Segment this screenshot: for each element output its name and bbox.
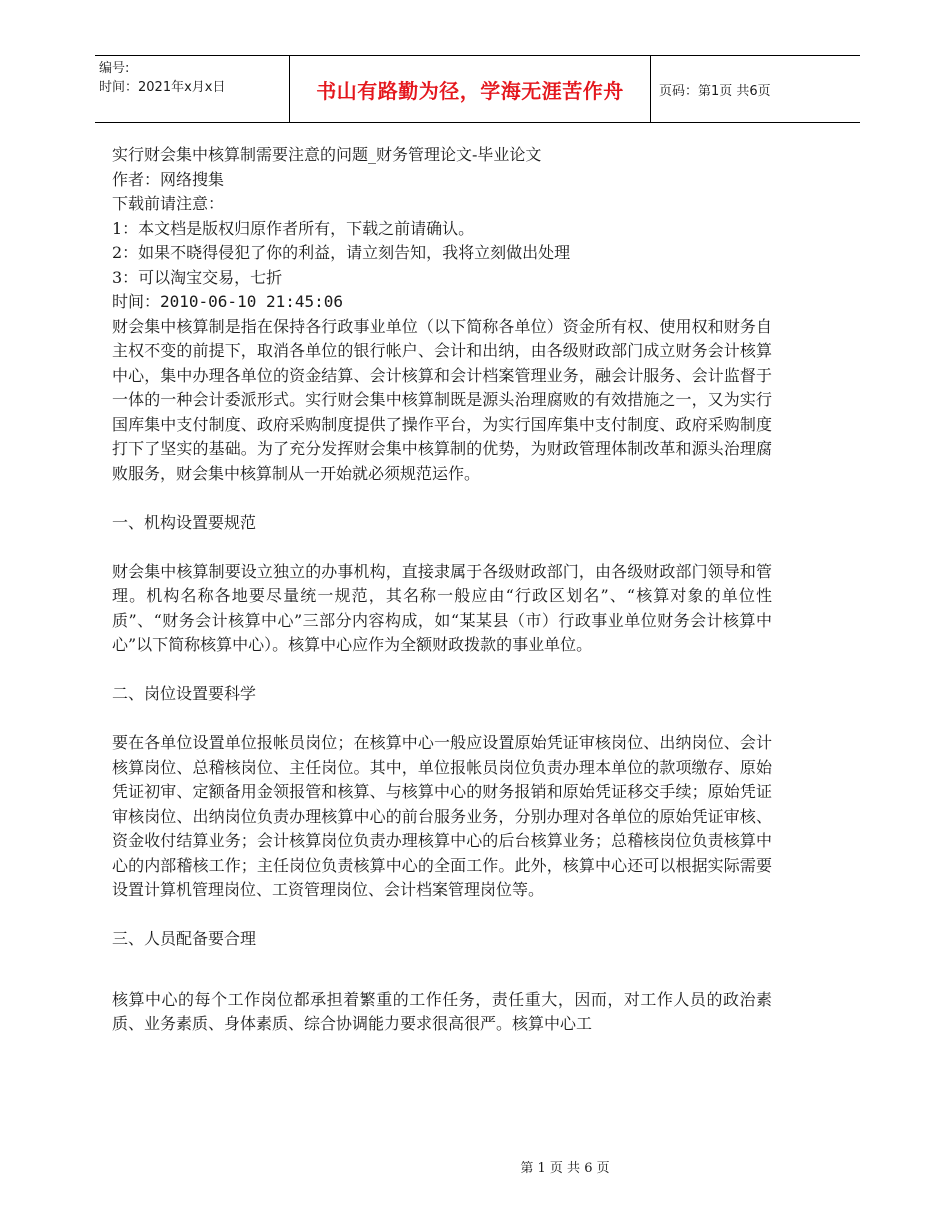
doc-time: 时间：2010-06-10 21:45:06 <box>112 292 344 311</box>
notice-item-2: 2：如果不晓得侵犯了你的利益，请立刻告知，我将立刻做出处理 <box>112 243 571 262</box>
section-1-paragraph: 财会集中核算制要设立独立的办事机构，直接隶属于各级财政部门，由各级财政部门领导和管理。机构名称各地要尽量统一规范，其名称一般应由“行政区划名”、“核算对象的单位性质”、“财务会计核算中心”三部分内容构成，如“某某县（市）行政事业单位财务会计核算中心”以下简称核算中心）。核算中心应作为全额财政拨款的事业单位。 <box>112 561 772 654</box>
section-3-heading: 三、人员配备要合理 <box>112 929 257 948</box>
section-3-paragraph: 核算中心的每个工作岗位都承担着繁重的工作任务，责任重大，因而，对工作人员的政治素质、业务素质、身体素质、综合协调能力要求很高很严。核算中心工 <box>112 989 772 1033</box>
page-header <box>95 55 860 123</box>
notice-title: 下载前请注意： <box>112 194 225 213</box>
page-footer: 第 1 页 共 6 页 <box>520 1161 610 1176</box>
header-motto: 书山有路勤为径，学海无涯苦作舟 <box>289 56 651 122</box>
section-1-heading: 一、机构设置要规范 <box>112 512 257 532</box>
notice-item-1: 1：本文档是版权归原作者所有，下载之前请确认。 <box>112 218 475 238</box>
document-body <box>112 143 772 1037</box>
section-2-paragraph: 要在各单位设置单位报帐员岗位；在核算中心一般应设置原始凭证审核岗位、出纳岗位、会计核算岗位、总稽核岗位、主任岗位。其中，单位报帐员岗位负责办理本单位的款项缴存、原始凭证初审、定额备用金领报管和核算、与核算中心的财务报销和原始凭证移交手续；原始凭证审核岗位、出纳岗位负责办理核算中心的前台服务业务，分别办理对各单位的原始凭证审核、资金收付结算业务；会计核算岗位负责办理核算中心的后台核算业务；总稽核岗位负责核算中心的内部稽核工作；主任岗位负责核算中心的全面工作。此外，核算中心还可以根据实际需要设置计算机管理岗位、工资管理岗位、会计档案管理岗位等。 <box>112 733 772 899</box>
doc-date-label: 时间：2021年x月x日 <box>99 80 226 95</box>
section-2-heading: 二、岗位设置要科学 <box>112 684 257 703</box>
document-meta <box>112 143 772 315</box>
header-info <box>95 56 289 122</box>
doc-title: 实行财会集中核算制需要注意的问题_财务管理论文-毕业论文 <box>112 145 542 164</box>
doc-number-label: 编号: <box>99 61 130 76</box>
intro-paragraph: 财会集中核算制是指在保持各行政事业单位（以下简称各单位）资金所有权、使用权和财务自主权不变的前提下，取消各单位的银行帐户、会计和出纳，由各级财政部门成立财务会计核算中心，集中办理各单位的资金结算、会计核算和会计档案管理业务，融会计服务、会计监督于一体的一种会计委派形式。实行财会集中核算制既是源头治理腐败的有效措施之一，又为实行国库集中支付制度、政府采购制度提供了操作平台，为实行国库集中支付制度、政府采购制度打下了坚实的基础。为了充分发挥财会集中核算制的优势，为财政管理体制改革和源头治理腐败服务，财会集中核算制从一开始就必须规范运作。 <box>112 316 772 483</box>
notice-item-3: 3：可以淘宝交易，七折 <box>112 267 283 287</box>
header-page-info: 页码：第1页 共6页 <box>659 83 771 99</box>
doc-author: 作者：网络搜集 <box>112 169 225 189</box>
